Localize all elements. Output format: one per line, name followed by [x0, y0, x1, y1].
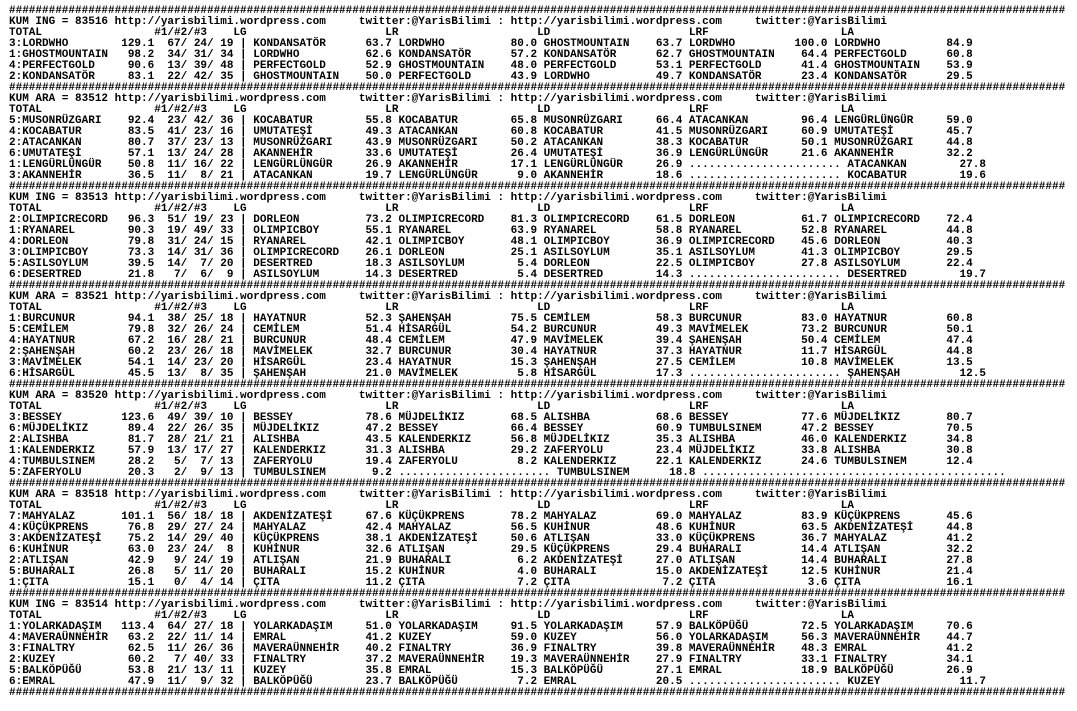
horse-row: 2:ATLIŞAN 42.9 9/ 24/ 19 | ATLIŞAN 21.9 BUHARALI 6.2 AKDENİZATEŞİ 27.0 ATLIŞAN 14.4 BUHARALI 27.8 — [9, 555, 973, 567]
horse-row: 3:AKDENİZATEŞİ 75.2 14/ 29/ 40 | KÜÇÜKPRENS 38.1 AKDENİZATEŞİ 50.6 ATLIŞAN 33.0 KÜÇÜKPRENS 36.7 MAHYALAZ 41.2 — [9, 533, 973, 545]
separator-line: ################################################################################################################################################################ — [9, 379, 1066, 391]
separator-line: ################################################################################################################################################################ — [9, 82, 1066, 94]
horse-row: 1:RYANAREL 90.3 19/ 49/ 33 | OLIMPICBOY 55.1 RYANAREL 63.9 RYANAREL 58.8 RYANAREL 52.8 RYANAREL 44.8 — [9, 225, 973, 237]
race-header: KUM ING = 83514 http://yarisbilimi.wordpress.com twitter:@YarisBilimi : http://yarisbilimi.wordpress.com twitter:@YarisBilimi — [9, 599, 887, 611]
horse-row: 4:MAVERAÜNNEHİR 63.2 22/ 11/ 14 | EMRAL 41.2 KUZEY 59.0 KUZEY 56.0 YOLARKADAŞIM 56.3 MAVERAÜNNEHİR 44.7 — [9, 632, 973, 644]
race-stats-document — [9, 6, 1075, 708]
column-header: TOTAL #1/#2/#3 LG LR LD LRF LA — [9, 401, 854, 413]
horse-row: 2:OLIMPICRECORD 96.3 51/ 19/ 23 | DORLEON 73.2 OLIMPICRECORD 81.3 OLIMPICRECORD 61.5 DORLEON 61.7 OLIMPICRECORD 72.4 — [9, 214, 973, 226]
separator-line: ################################################################################################################################################################ — [9, 280, 1066, 292]
race-header: KUM ARA = 83521 http://yarisbilimi.wordpress.com twitter:@YarisBilimi : http://yarisbilimi.wordpress.com twitter:@YarisBilimi — [9, 291, 887, 303]
column-header: TOTAL #1/#2/#3 LG LR LD LRF LA — [9, 203, 854, 215]
column-header: TOTAL #1/#2/#3 LG LR LD LRF LA — [9, 500, 854, 512]
horse-row: 3:FINALTRY 62.5 11/ 26/ 36 | MAVERAÜNNEHİR 40.2 FINALTRY 36.9 FINALTRY 39.8 MAVERAÜNNEHİR 48.3 EMRAL 41.2 — [9, 643, 973, 655]
horse-row: 3:AKANNEHİR 36.5 11/ 8/ 21 | ATACANKAN 19.7 LENGÜRLÜNGÜR 9.0 AKANNEHİR 18.6 ....................... KOCABATUR 19.6 — [9, 170, 986, 182]
separator-line: ################################################################################################################################################################ — [9, 588, 1066, 600]
horse-row: 4:TUMBULSINEM 28.2 5/ 7/ 13 | ZAFERYOLU 19.4 ZAFERYOLU 8.2 KALENDERKIZ 22.1 KALENDERKIZ 24.6 TUMBULSINEM 12.4 — [9, 456, 973, 468]
race-header: KUM ARA = 83518 http://yarisbilimi.wordpress.com twitter:@YarisBilimi : http://yarisbilimi.wordpress.com twitter:@YarisBilimi — [9, 489, 887, 501]
horse-row: 1:LENGÜRLÜNGÜR 50.8 11/ 16/ 22 | LENGÜRLÜNGÜR 26.9 AKANNEHİR 17.1 LENGÜRLÜNGÜR 26.9 ....................... ATACANKAN 27.8 — [9, 159, 986, 171]
separator-line: ################################################################################################################################################################ — [9, 478, 1066, 490]
horse-row: 6:EMRAL 47.9 11/ 9/ 32 | BALKÖPÜĞÜ 23.7 BALKÖPÜĞÜ 7.2 EMRAL 20.5 ....................... KUZEY 11.7 — [9, 676, 986, 688]
horse-row: 4:PERFECTGOLD 90.6 13/ 39/ 48 | PERFECTGOLD 52.9 GHOSTMOUNTAIN 48.0 PERFECTGOLD 53.1 PERFECTGOLD 41.4 GHOSTMOUNTAIN 53.9 — [9, 60, 973, 72]
horse-row: 1:GHOSTMOUNTAIN 98.2 34/ 31/ 34 | LORDWHO 62.6 KONDANSATÖR 57.2 KONDANSATÖR 62.7 GHOSTMOUNTAIN 64.4 PERFECTGOLD 60.8 — [9, 49, 973, 61]
separator-line: ################################################################################################################################################################ — [9, 181, 1066, 193]
horse-row: 5:CEMİLEM 79.8 32/ 26/ 24 | CEMİLEM 51.4 HİSARGÜL 54.2 BURCUNUR 49.3 MAVİMELEK 73.2 BURCUNUR 50.1 — [9, 324, 973, 336]
column-header: TOTAL #1/#2/#3 LG LR LD LRF LA — [9, 104, 854, 116]
horse-row: 6:UMUTATEŞİ 57.1 13/ 24/ 28 | AKANNEHİR 33.6 UMUTATEŞİ 26.4 UMUTATEŞİ 36.9 LENGÜRLÜNGÜR 21.6 AKANNEHİR 32.2 — [9, 148, 973, 160]
horse-row: 1:ÇITA 15.1 0/ 4/ 14 | ÇITA 11.2 ÇITA 7.2 ÇITA 7.2 ÇITA 3.6 ÇITA 16.1 — [9, 577, 973, 589]
horse-row: 1:KALENDERKIZ 57.9 13/ 17/ 27 | KALENDERKIZ 31.3 ALISHBA 29.2 ZAFERYOLU 23.4 MÜJDELİKIZ 33.8 ALISHBA 30.8 — [9, 445, 973, 457]
horse-row: 5:ASILSOYLUM 39.5 14/ 7/ 20 | DESERTRED 18.3 ASILSOYLUM 5.4 DORLEON 22.5 OLIMPICBOY 27.8 ASILSOYLUM 22.4 — [9, 258, 973, 270]
horse-row: 2:KUZEY 60.2 7/ 40/ 33 | FINALTRY 37.2 MAVERAÜNNEHİR 19.3 MAVERAÜNNEHİR 27.9 FINALTRY 33.1 FINALTRY 34.1 — [9, 654, 973, 666]
column-header: TOTAL #1/#2/#3 LG LR LD LRF LA — [9, 610, 854, 622]
horse-row: 5:MUSONRÜZGARI 92.4 23/ 42/ 36 | KOCABATUR 55.8 KOCABATUR 65.8 MUSONRÜZGARI 66.4 ATACANKAN 96.4 LENGÜRLÜNGÜR 59.0 — [9, 115, 973, 127]
horse-row: 7:MAHYALAZ 101.1 56/ 18/ 18 | AKDENİZATEŞİ 67.6 KÜÇÜKPRENS 78.2 MAHYALAZ 69.0 MAHYALAZ 83.9 KÜÇÜKPRENS 45.6 — [9, 511, 973, 523]
horse-row: 5:BALKÖPÜĞÜ 53.8 21/ 13/ 11 | KUZEY 35.8 EMRAL 15.3 BALKÖPÜĞÜ 27.1 EMRAL 18.9 BALKÖPÜĞÜ 26.9 — [9, 665, 973, 677]
horse-row: 3:OLIMPICBOY 73.3 14/ 31/ 36 | OLIMPICRECORD 26.1 DORLEON 25.1 ASILSOYLUM 35.1 ASILSOYLUM 41.3 OLIMPICBOY 29.5 — [9, 247, 973, 259]
horse-row: 3:BESSEY 123.6 49/ 39/ 10 | BESSEY 78.6 MÜJDELİKIZ 68.5 ALISHBA 68.6 BESSEY 77.6 MÜJDELİKIZ 80.7 — [9, 412, 973, 424]
horse-row: 2:ŞAHENŞAH 60.2 23/ 26/ 18 | MAVİMELEK 32.7 BURCUNUR 30.4 HAYATNUR 37.3 HAYATNUR 11.7 HİSARGÜL 44.8 — [9, 346, 973, 358]
horse-row: 2:ALISHBA 81.7 28/ 21/ 21 | ALISHBA 43.5 KALENDERKIZ 56.8 MÜJDELİKIZ 35.3 ALISHBA 46.0 KALENDERKIZ 34.8 — [9, 434, 973, 446]
horse-row: 3:LORDWHO 129.1 67/ 24/ 19 | KONDANSATÖR 63.7 LORDWHO 80.0 GHOSTMOUNTAIN 63.7 LORDWHO 100.0 LORDWHO 84.9 — [9, 38, 973, 50]
horse-row: 1:YOLARKADAŞIM 113.4 64/ 27/ 18 | YOLARKADAŞIM 51.0 YOLARKADAŞIM 91.5 YOLARKADAŞIM 57.9 BALKÖPÜĞÜ 72.5 YOLARKADAŞIM 70.6 — [9, 621, 973, 633]
horse-row: 3:MAVİMELEK 54.1 14/ 23/ 20 | HİSARGÜL 23.4 HAYATNUR 15.3 ŞAHENŞAH 27.5 CEMİLEM 10.8 MAVİMELEK 13.5 — [9, 357, 973, 369]
separator-line: ################################################################################################################################################################ — [9, 5, 1066, 17]
horse-row: 2:ATACANKAN 80.7 37/ 23/ 13 | MUSONRÜZGARI 43.9 MUSONRÜZGARI 50.2 ATACANKAN 38.3 KOCABATUR 50.1 MUSONRÜZGARI 44.8 — [9, 137, 973, 149]
horse-row: 5:ZAFERYOLU 20.3 2/ 9/ 13 | TUMBULSINEM 9.2 ....................... TUMBULSINEM 18.8 .............................................. — [9, 467, 1006, 479]
race-header: KUM ING = 83513 http://yarisbilimi.wordpress.com twitter:@YarisBilimi : http://yarisbilimi.wordpress.com twitter:@YarisBilimi — [9, 192, 887, 204]
horse-row: 5:BUHARALI 26.8 5/ 11/ 20 | BUHARALI 15.2 KUHİNUR 4.0 BUHARALI 15.0 AKDENİZATEŞİ 12.5 KUHİNUR 21.4 — [9, 566, 973, 578]
horse-row: 4:DORLEON 79.8 31/ 24/ 15 | RYANAREL 42.1 OLIMPICBOY 48.1 OLIMPICBOY 36.9 OLIMPICRECORD 45.6 DORLEON 40.3 — [9, 236, 973, 248]
race-header: KUM ARA = 83520 http://yarisbilimi.wordpress.com twitter:@YarisBilimi : http://yarisbilimi.wordpress.com twitter:@YarisBilimi — [9, 390, 887, 402]
horse-row: 4:KOCABATUR 83.5 41/ 23/ 16 | UMUTATEŞİ 49.3 ATACANKAN 60.8 KOCABATUR 41.5 MUSONRÜZGARI 60.9 UMUTATEŞİ 45.7 — [9, 126, 973, 138]
separator-line: ################################################################################################################################################################ — [9, 687, 1066, 699]
horse-row: 1:BURCUNUR 94.1 38/ 25/ 18 | HAYATNUR 52.3 ŞAHENŞAH 75.5 CEMİLEM 58.3 BURCUNUR 83.0 HAYATNUR 60.8 — [9, 313, 973, 325]
horse-row: 6:KUHİNUR 63.0 23/ 24/ 8 | KUHİNUR 32.6 ATLIŞAN 29.5 KÜÇÜKPRENS 29.4 BUHARALI 14.4 ATLIŞAN 32.2 — [9, 544, 973, 556]
horse-row: 6:MÜJDELİKIZ 89.4 22/ 26/ 35 | MÜJDELİKIZ 47.2 BESSEY 66.4 BESSEY 60.9 TUMBULSINEM 47.2 BESSEY 70.5 — [9, 423, 973, 435]
horse-row: 4:HAYATNUR 67.2 16/ 28/ 21 | BURCUNUR 48.4 CEMİLEM 47.9 MAVİMELEK 39.4 ŞAHENŞAH 50.4 CEMİLEM 47.4 — [9, 335, 973, 347]
race-header: KUM ING = 83516 http://yarisbilimi.wordpress.com twitter:@YarisBilimi : http://yarisbilimi.wordpress.com twitter:@YarisBilimi — [9, 16, 887, 28]
horse-row: 4:KÜÇÜKPRENS 76.8 29/ 27/ 24 | MAHYALAZ 42.4 MAHYALAZ 56.5 KUHİNUR 48.6 KUHİNUR 63.5 AKDENİZATEŞİ 44.8 — [9, 522, 973, 534]
race-header: KUM ARA = 83512 http://yarisbilimi.wordpress.com twitter:@YarisBilimi : http://yarisbilimi.wordpress.com twitter:@YarisBilimi — [9, 93, 887, 105]
horse-row: 6:HİSARGÜL 45.5 13/ 8/ 35 | ŞAHENŞAH 21.0 MAVİMELEK 5.8 HİSARGÜL 17.3 ....................... ŞAHENŞAH 12.5 — [9, 368, 986, 380]
column-header: TOTAL #1/#2/#3 LG LR LD LRF LA — [9, 302, 854, 314]
horse-row: 2:KONDANSATÖR 83.1 22/ 42/ 35 | GHOSTMOUNTAIN 50.0 PERFECTGOLD 43.9 LORDWHO 49.7 KONDANSATÖR 23.4 KONDANSATÖR 29.5 — [9, 71, 973, 83]
horse-row: 6:DESERTRED 21.8 7/ 6/ 9 | ASILSOYLUM 14.3 DESERTRED 5.4 DESERTRED 14.3 ....................... DESERTRED 19.7 — [9, 269, 986, 281]
column-header: TOTAL #1/#2/#3 LG LR LD LRF LA — [9, 27, 854, 39]
